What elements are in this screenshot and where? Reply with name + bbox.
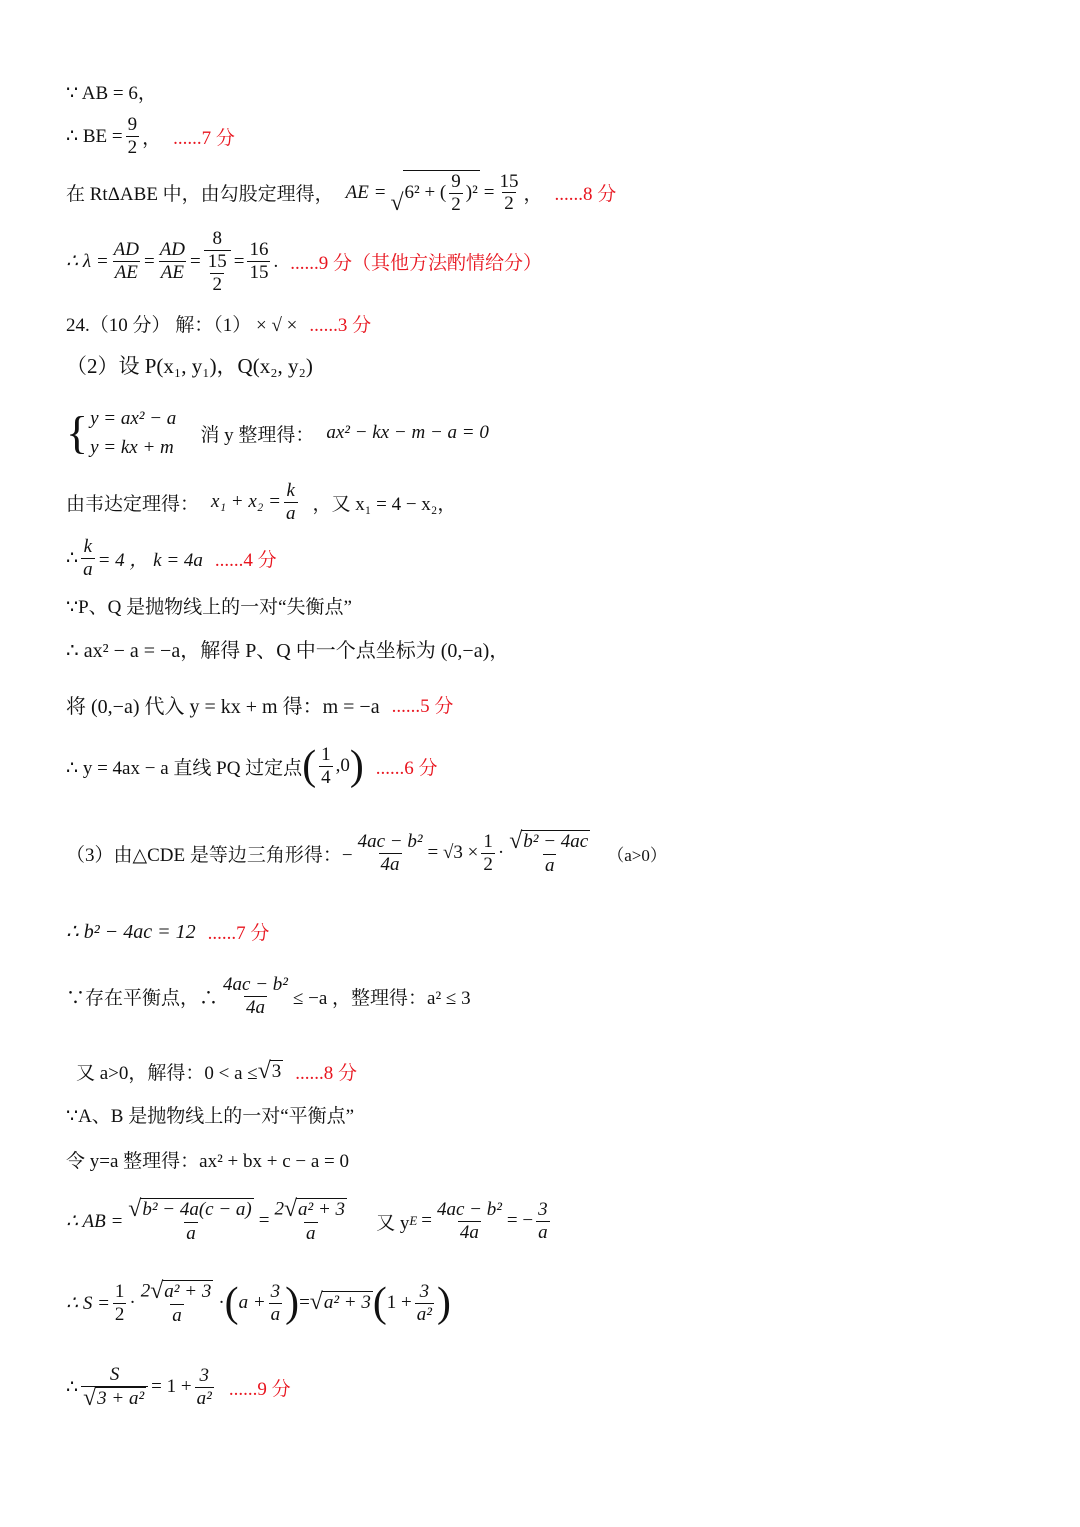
- fraction: $\frac{9}{2}$: [127, 114, 138, 158]
- line-ab-length: ∴ AB = √ b² − 4a(c − a) a = 2 √ a² + 3 a 又 y E = $\frac{\text{4ac − b²}}{4a}$ = − $\frac{3}{a}$: [66, 1196, 548, 1244]
- line-point-coordinate: ∴ ax² − a = −a，解得 P、Q 中一个点坐标为 (0,−a)，: [66, 640, 510, 662]
- line-q24-part1: [66, 310, 371, 337]
- line-system: { y = ax² − a y = kx + m 消 y 整理得： ax² − kx − m − a = 0: [66, 404, 489, 463]
- line-imbalance-points: ∵P、Q 是抛物线上的一对“失衡点”: [66, 597, 352, 618]
- square-root: √ 6² + ( $\frac{9}{2}$ )²: [390, 171, 478, 216]
- line-part2-setup: [66, 350, 313, 380]
- line-pythagoras: 在 RtΔABE 中，由勾股定理得， AE = √ 6² + ( $\frac{9}{2}$ )² = $\frac{15}{2}$ ， ......8 分: [66, 170, 617, 216]
- line-a-range: 又 a>0，解得：0 < a ≤ √ 3 ......8 分: [76, 1057, 358, 1084]
- fraction: $\frac{15}{2}$: [499, 170, 519, 215]
- line-fixed-point: ∴ y = 4ax − a 直线 PQ 过定点 ( $\frac{1}{4}$ ,0 ) ......6 分: [66, 742, 438, 789]
- line-balance-exists: ∵存在平衡点，∴ $\frac{\text{4ac − b²}}{4a}$ ≤ −a ，整理得：a² ≤ 3: [66, 974, 471, 1018]
- score-mark: ......8 分: [554, 184, 617, 206]
- score-mark: ......6 分: [375, 757, 438, 779]
- line-be: ∴ BE = $\frac{9}{2}$ ， ......7 分: [66, 114, 235, 158]
- line-lambda: ∴ λ = $\frac{AD}{AE}$ = $\frac{AD}{AE}$ = $\frac{8}{\frac{15}{2}}$ = $\frac{16}{15}$ . ......9 分（其他方法酌情给分）: [66, 228, 542, 295]
- score-mark: ......5 分: [391, 696, 454, 717]
- math-text: 在 RtΔABE 中，由勾股定理得，: [66, 184, 334, 206]
- math-text: （2）设 P(x₁, y₁)，Q(x₂, y₂): [66, 354, 313, 378]
- line-ab-equals-6: [66, 78, 157, 105]
- score-mark: ......9 分: [228, 1378, 291, 1400]
- score-mark: ......7 分: [207, 923, 270, 944]
- math-text: ∵ AB = 6，: [66, 83, 157, 104]
- equation-system: { y = ax² − a y = kx + m: [66, 407, 177, 459]
- line-k-4a: ∴ $\frac{k}{a}$ = 4 ， k = 4a ......4 分: [66, 536, 277, 580]
- math-text: ∴ BE =: [66, 125, 123, 147]
- score-mark: ......3 分: [309, 315, 372, 336]
- score-mark: ......7 分: [173, 127, 235, 149]
- score-mark: ......4 分: [214, 549, 277, 571]
- line-balance-points: ∵A、B 是抛物线上的一对“平衡点”: [66, 1106, 355, 1127]
- line-substitute: 将 (0,−a) 代入 y = kx + m 得：m = −a ......5 分: [66, 690, 453, 719]
- line-area: ∴ S = $\frac{1}{2}$ · 2 √ a² + 3 a · ( a + $\frac{3}{a}$ ) = √ a² + 3 ( 1 + $\frac{3}{\text{a²}}$ ): [66, 1278, 451, 1326]
- math-text: 24.（10 分） 解：（1） × √ ×: [66, 315, 298, 336]
- score-mark: ......9 分（其他方法酌情给分）: [290, 253, 542, 275]
- line-ratio: ∴ S √ 3 + a² = 1 + $\frac{3}{\text{a²}}$ ......9 分: [66, 1364, 291, 1411]
- compound-fraction: $\frac{8}{\frac{15}{2}}$: [204, 228, 231, 296]
- line-let-y-a: 令 y=a 整理得：ax² + bx + c − a = 0: [66, 1151, 350, 1172]
- line-discriminant: ∴ b² − 4ac = 12 ......7 分: [66, 918, 269, 945]
- score-mark: ......8 分: [295, 1063, 358, 1084]
- line-equilateral: （3）由△CDE 是等边三角形得：− $\frac{\text{4ac − b²}}{4a}$ = √3 × $\frac{1}{2}$ · √ b² − 4ac a （a>0）: [66, 828, 667, 876]
- line-vieta: 由韦达定理得： x₁ + x₂ = $\frac{k}{a}$ ，又 x₁ = 4 − x₂，: [66, 480, 457, 524]
